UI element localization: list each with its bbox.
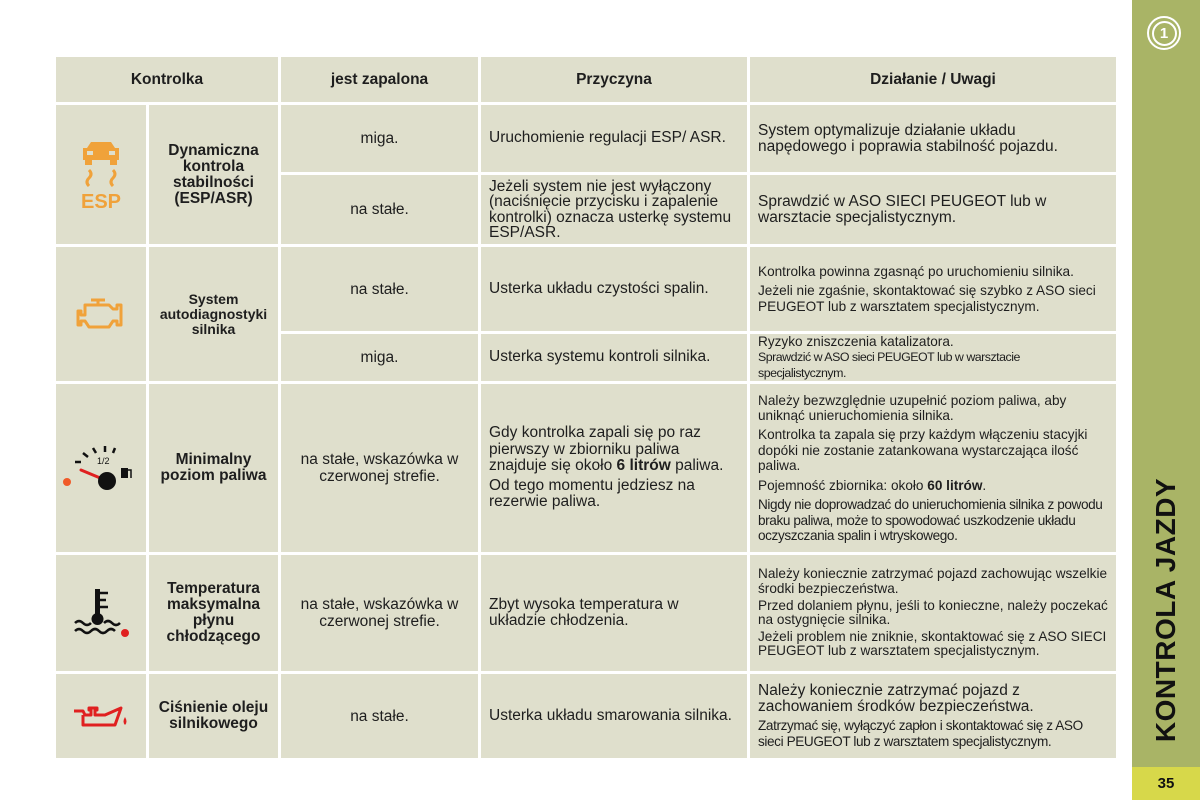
oil-note-1: Należy koniecznie zatrzymać pojazd z zachowaniem środków bezpieczeństwa. bbox=[758, 682, 1034, 716]
coolant-temperature-icon bbox=[71, 587, 131, 639]
fuel-note-2: Kontrolka ta zapala się przy każdym włączeniu stacyjki dopóki nie zostanie zatankowana wystarczająca ilość paliwa. bbox=[758, 427, 1088, 474]
oil-notes bbox=[750, 674, 1116, 758]
header-dzialanie: Działanie / Uwagi bbox=[750, 57, 1116, 102]
fuel-note-3-end: . bbox=[982, 477, 987, 493]
coolant-state: na stałe, wskazówka w czerwonej strefie. bbox=[281, 555, 478, 671]
engine-state-1: na stałe. bbox=[281, 247, 478, 331]
esp-action-1: System optymalizuje działanie układu napędowego i poprawia stabilność pojazdu. bbox=[750, 105, 1116, 172]
oil-name: Ciśnienie oleju silnikowego bbox=[149, 674, 278, 758]
esp-state-2: na stałe. bbox=[281, 175, 478, 244]
fuel-note-3-text: Pojemność zbiornika: około bbox=[758, 477, 924, 493]
esp-icon-cell bbox=[56, 105, 146, 244]
engine-icon-cell bbox=[56, 247, 146, 381]
engine-cause-2: Usterka systemu kontroli silnika. bbox=[481, 334, 747, 381]
fuel-cause-line2: Od tego momentu jedziesz na rezerwie paliwa. bbox=[489, 476, 695, 511]
fuel-cause-bold: 6 litrów bbox=[616, 457, 671, 475]
fuel-notes bbox=[750, 384, 1116, 552]
esp-state-1: miga. bbox=[281, 105, 478, 172]
oil-note-2: Zatrzymać się, wyłączyć zapłon i skontaktować się z ASO sieci PEUGEOT lub z warsztatem specjalistycznym. bbox=[758, 718, 1083, 749]
engine-state-2: miga. bbox=[281, 334, 478, 381]
fuel-gauge-icon bbox=[61, 438, 141, 498]
engine-cause-1: Usterka układu czystości spalin. bbox=[481, 247, 747, 331]
coolant-icon-cell bbox=[56, 555, 146, 671]
coolant-note-2: Przed dolaniem płynu, jeśli to konieczne, należy poczekać na ostygnięcie silnika. bbox=[758, 597, 1108, 627]
engine-action-2 bbox=[750, 334, 1116, 381]
coolant-name: Temperatura maksymalna płynu chłodzącego bbox=[149, 555, 278, 671]
header-przyczyna: Przyczyna bbox=[481, 57, 747, 102]
oil-icon-cell bbox=[56, 674, 146, 758]
fuel-note-1: Należy bezwzględnie uzupełnić poziom paliwa, aby uniknąć unieruchomienia silnika. bbox=[758, 392, 1067, 424]
esp-action-2: Sprawdzić w ASO SIECI PEUGEOT lub w warsztacie specjalistycznym. bbox=[750, 175, 1116, 244]
svg-text:ESP: ESP bbox=[80, 190, 122, 210]
coolant-cause: Zbyt wysoka temperatura w układzie chłodzenia. bbox=[481, 555, 747, 671]
fuel-cause-text-a: Gdy kontrolka zapali się po raz pierwszy w zbiorniku paliwa znajduje się około bbox=[489, 424, 701, 475]
fuel-note-3 bbox=[758, 478, 1108, 493]
header-kontrolka: Kontrolka bbox=[56, 57, 278, 102]
engine-action-1 bbox=[750, 247, 1116, 331]
page-number: 35 bbox=[1132, 767, 1200, 800]
esp-warning-icon bbox=[75, 140, 127, 210]
fuel-icon-cell bbox=[56, 384, 146, 552]
fuel-state: na stałe, wskazówka w czerwonej strefie. bbox=[281, 384, 478, 552]
esp-name: Dynamiczna kontrola stabilności (ESP/ASR) bbox=[149, 105, 278, 244]
coolant-notes bbox=[750, 555, 1116, 671]
coolant-note-3: Jeżeli problem nie zniknie, skontaktować się z ASO SIECI PEUGEOT lub z warsztatem specjalistycznym. bbox=[758, 629, 1107, 659]
fuel-name: Minimalny poziom paliwa bbox=[149, 384, 278, 552]
fuel-cause-line1 bbox=[489, 425, 739, 475]
engine-action-2-line2: Sprawdzić w ASO sieci PEUGEOT lub w warsztacie specjalistycznym. bbox=[758, 350, 1020, 380]
section-title: KONTROLA JAZDY bbox=[1150, 477, 1181, 743]
fuel-cause bbox=[481, 384, 747, 552]
chapter-badge bbox=[1147, 16, 1181, 50]
engine-name: System autodiagnostyki silnika bbox=[149, 247, 278, 381]
svg-text:1/2: 1/2 bbox=[97, 456, 110, 466]
esp-cause-1: Uruchomienie regulacji ESP/ ASR. bbox=[481, 105, 747, 172]
oil-cause: Usterka układu smarowania silnika. bbox=[481, 674, 747, 758]
coolant-note-1: Należy koniecznie zatrzymać pojazd zachowując wszelkie środki bezpieczeństwa. bbox=[758, 566, 1108, 596]
warning-lights-table bbox=[56, 57, 1116, 761]
fuel-cause-text-b: paliwa. bbox=[675, 457, 724, 475]
engine-action-2-line1: Ryzyko zniszczenia katalizatora. bbox=[758, 334, 954, 349]
chapter-number: 1 bbox=[1152, 21, 1177, 46]
fuel-note-4: Nigdy nie doprowadzać do unieruchomienia silnika z powodu braku paliwa, może to spowodować uszkodzenie układu oczyszczania spalin i wtryskowego. bbox=[758, 497, 1103, 543]
header-jest-zapalona: jest zapalona bbox=[281, 57, 478, 102]
engine-action-1-line2: Jeżeli nie zgaśnie, skontaktować się szybko z ASO sieci PEUGEOT lub z warsztatem specjalistycznym. bbox=[758, 283, 1096, 314]
engine-check-icon bbox=[75, 294, 127, 334]
oil-state: na stałe. bbox=[281, 674, 478, 758]
oil-pressure-icon bbox=[71, 701, 131, 731]
esp-cause-2: Jeżeli system nie jest wyłączony (naciśnięcie przycisku i zapalenie kontrolki) oznacza usterkę systemu ESP/ASR. bbox=[481, 175, 747, 244]
engine-action-1-line1: Kontrolka powinna zgasnąć po uruchomieniu silnika. bbox=[758, 263, 1074, 279]
fuel-note-3-bold: 60 litrów bbox=[927, 477, 983, 493]
